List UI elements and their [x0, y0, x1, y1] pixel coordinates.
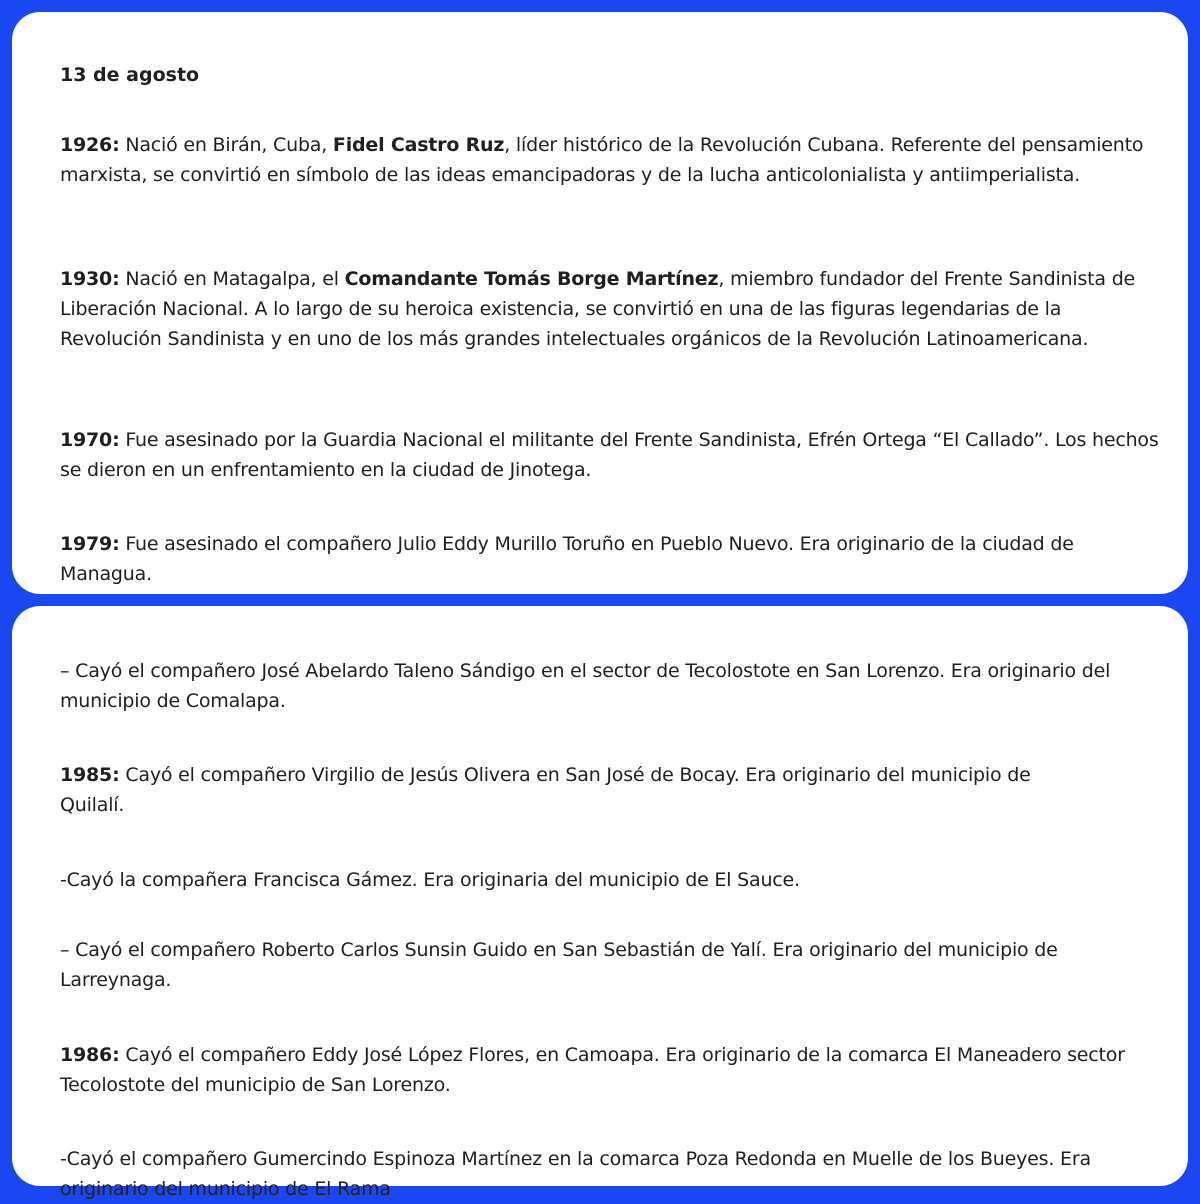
entry-gamez: [60, 865, 1160, 895]
entry-text: Cayó el compañero Virgilio de Jesús Olivera en San José de Bocay. Era originario del municipio de Quilalí.: [60, 764, 1031, 816]
entry-year: 1970:: [60, 429, 120, 451]
entry-person: Comandante Tomás Borge Martínez: [344, 268, 719, 290]
bottom-document-panel: [12, 606, 1188, 1200]
entry-taleno: [60, 656, 1160, 716]
entry-text: , líder histórico de la Revolución Cubana. Referente del pensamiento marxista, se convirtió en símbolo de las ideas emancipadoras y de la lucha anticolonialista y antiimperialista.: [60, 134, 1144, 186]
entry-sunsin: [60, 935, 1160, 995]
entry-text: , miembro fundador del Frente Sandinista de Liberación Nacional. A lo largo de su heroica existencia, se convirtió en una de las figuras legendarias de la Revolución Sandinista y en uno de los más grandes intelectuales orgánicos de la Revolución Latinoamericana.: [60, 268, 1136, 350]
entry-text: -Cayó la compañera Francisca Gámez. Era originaria del municipio de El Sauce.: [60, 869, 800, 891]
entry-1986: [60, 1040, 1160, 1100]
top-document-panel: [12, 12, 1188, 594]
entry-year: 1979:: [60, 533, 120, 555]
entry-1930: [60, 264, 1160, 354]
entry-person: Fidel Castro Ruz: [332, 134, 505, 156]
entry-year: 1930:: [60, 268, 120, 290]
entry-1926: [60, 130, 1160, 190]
entry-1970: [60, 425, 1160, 485]
entry-text: Fue asesinado el compañero Julio Eddy Murillo Toruño en Pueblo Nuevo. Era originario de la ciudad de Managua.: [60, 533, 1074, 585]
entry-year: 1926:: [60, 134, 120, 156]
entry-text: Fue asesinado por la Guardia Nacional el militante del Frente Sandinista, Efrén Ortega “El Callado”. Los hechos se dieron en un enfrentamiento en la ciudad de Jinotega.: [60, 429, 1159, 481]
entry-year: 1985:: [60, 764, 120, 786]
entry-text: – Cayó el compañero Roberto Carlos Sunsin Guido en San Sebastián de Yalí. Era originario del municipio de Larreynaga.: [60, 939, 1058, 991]
entry-text: -Cayó el compañero Gumercindo Espinoza Martínez en la comarca Poza Redonda en Muelle de los Bueyes. Era originario del municipio de El Rama: [60, 1148, 1091, 1200]
entry-text: Nació en Birán, Cuba,: [119, 134, 333, 156]
entry-text: Cayó el compañero Eddy José López Flores, en Camoapa. Era originario de la comarca El Maneadero sector Tecolostote del municipio de San Lorenzo.: [60, 1044, 1125, 1096]
entry-1985: [60, 760, 1100, 820]
entry-text: Nació en Matagalpa, el: [119, 268, 345, 290]
entry-text: – Cayó el compañero José Abelardo Taleno Sándigo en el sector de Tecolostote en San Lorenzo. Era originario del municipio de Comalapa.: [60, 660, 1111, 712]
date-heading: 13 de agosto: [60, 64, 200, 86]
entry-year: 1986:: [60, 1044, 120, 1066]
entry-1979: [60, 529, 1160, 589]
entry-espinoza: [60, 1144, 1160, 1204]
